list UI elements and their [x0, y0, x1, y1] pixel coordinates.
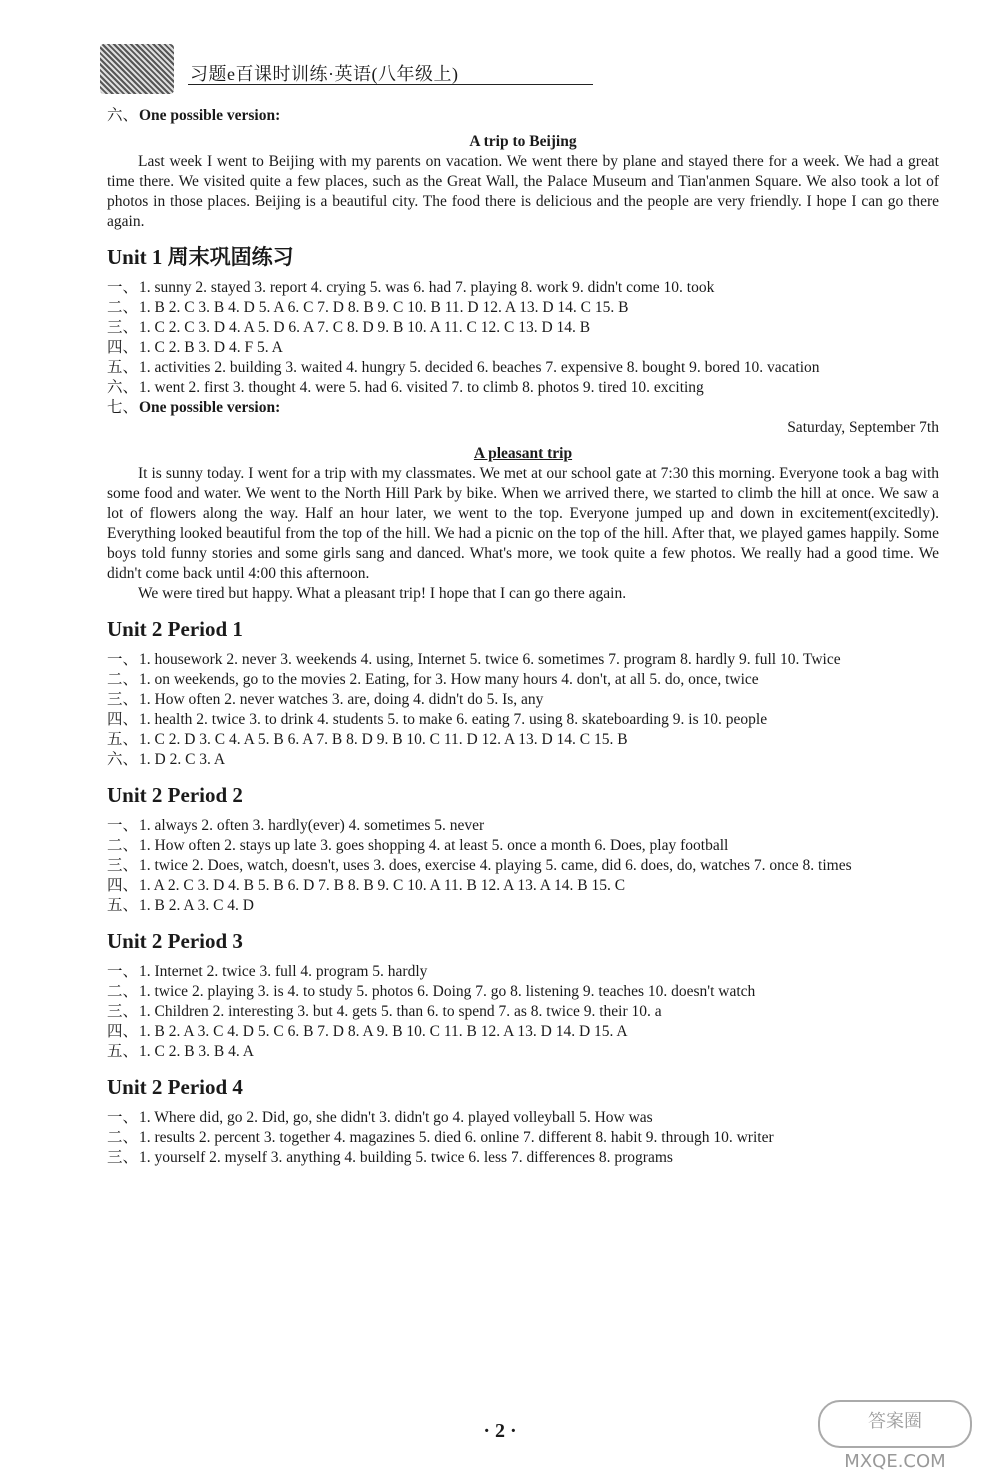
answer-row-text: 1. yourself 2. myself 3. anything 4. building 5. twice 6. less 7. differences 8. programs	[139, 1149, 673, 1166]
page-header	[100, 44, 495, 94]
essay-paragraph: It is sunny today. I went for a trip with my classmates. We met at our school gate at 7:30 this morning. Everyone took a bag with some food and water. We went to the North Hill Park by bike. When we arrived there, we started to climb the hill at once. We saw a lot of flowers along the way. Half an hour later, we went to the top. Everyone jumped up and down in excitement(excitedly). Everything looked beautiful from the top of the hill. We had a picnic on the top of the hill. After that, we played games happily. Some boys told funny stories and some girls sang and danced. What's more, we took quite a few photos. We really had a good time. We didn't come back until 4:00 this afternoon.	[107, 465, 939, 582]
answer-row-label: 五、	[107, 1043, 139, 1060]
answer-row	[107, 650, 939, 670]
answer-row-text: 1. sunny 2. stayed 3. report 4. crying 5. was 6. had 7. playing 8. work 9. didn't come 10. took	[139, 279, 715, 296]
answer-row-label: 二、	[107, 671, 139, 688]
section-title: One possible version:	[139, 107, 281, 124]
answer-row-label: 五、	[107, 731, 139, 748]
answer-row-text: 1. C 2. B 3. B 4. A	[139, 1043, 254, 1060]
answer-row-label: 一、	[107, 963, 139, 980]
essay-body	[107, 152, 939, 232]
answer-row-text: 1. How often 2. never watches 3. are, doing 4. didn't do 5. Is, any	[139, 691, 544, 708]
answer-row	[107, 278, 939, 298]
answer-row-label: 三、	[107, 857, 139, 874]
answer-row-label: 四、	[107, 1023, 139, 1040]
answer-row	[107, 876, 939, 896]
essay-title: A trip to Beijing	[469, 133, 577, 150]
answer-row-text: 1. activities 2. building 3. waited 4. hungry 5. decided 6. beaches 7. expensive 8. bought 9. bored 10. vacation	[139, 359, 820, 376]
answer-row	[107, 690, 939, 710]
book-logo-icon	[100, 44, 174, 94]
answer-row-label: 二、	[107, 837, 139, 854]
answer-row-label: 四、	[107, 877, 139, 894]
unit-heading: Unit 2 Period 2	[107, 783, 243, 807]
answer-row-text: 1. B 2. A 3. C 4. D	[139, 897, 254, 914]
answer-row	[107, 378, 939, 398]
answer-row-text: 1. Internet 2. twice 3. full 4. program 5. hardly	[139, 963, 428, 980]
answer-row-text: 1. twice 2. playing 3. is 4. to study 5. photos 6. Doing 7. go 8. listening 9. teaches 10. doesn't watch	[139, 983, 756, 1000]
watermark-logo: 答案圈 MXQE.COM	[818, 1400, 972, 1448]
answer-row-text: 1. went 2. first 3. thought 4. were 5. had 6. visited 7. to climb 8. photos 9. tired 10. exciting	[139, 379, 704, 396]
answer-row-text: 1. A 2. C 3. D 4. B 5. B 6. D 7. B 8. B 9. C 10. A 11. B 12. A 13. A 14. B 15. C	[139, 877, 626, 894]
answer-row-label: 一、	[107, 279, 139, 296]
answer-row	[107, 1148, 939, 1168]
answer-row-text: 1. B 2. A 3. C 4. D 5. C 6. B 7. D 8. A 9. B 10. C 11. B 12. A 13. D 14. D 15. A	[139, 1023, 628, 1040]
answer-row	[107, 1042, 939, 1062]
essay-title: A pleasant trip	[473, 445, 573, 462]
answer-row	[107, 962, 939, 982]
unit-heading: Unit 2 Period 1	[107, 617, 243, 641]
essay-date: Saturday, September 7th	[787, 419, 939, 436]
answer-row	[107, 298, 939, 318]
answer-row	[107, 1128, 939, 1148]
answer-row	[107, 1002, 939, 1022]
unit-heading: Unit 2 Period 4	[107, 1075, 243, 1099]
page-number: · 2 ·	[483, 1420, 517, 1442]
answer-row-text: 1. C 2. C 3. D 4. A 5. D 6. A 7. C 8. D 9. B 10. A 11. C 12. C 13. D 14. B	[139, 319, 591, 336]
answer-row-text: 1. C 2. B 3. D 4. F 5. A	[139, 339, 283, 356]
section-label: 七、	[107, 399, 139, 416]
header-rule	[188, 84, 593, 85]
answer-row	[107, 816, 939, 836]
answer-row-text: 1. Children 2. interesting 3. but 4. gets 5. than 6. to spend 7. as 8. twice 9. their 10. a	[139, 1003, 662, 1020]
essay-paragraph: Last week I went to Beijing with my parents on vacation. We went there by plane and stayed there for a week. We had a great time there. We visited quite a few places, such as the Great Wall, the Palace Museum and Tian'anmen Square. We also took a lot of photos in those places. Beijing is a beautiful city. The food there is delicious and the people are very friendly. I hope I can go there again.	[107, 153, 939, 230]
answer-row-text: 1. D 2. C 3. A	[139, 751, 226, 768]
answer-row-text: 1. housework 2. never 3. weekends 4. using, Internet 5. twice 6. sometimes 7. program 8. hardly 9. full 10. Twice	[139, 651, 841, 668]
answer-row	[107, 670, 939, 690]
unit-heading: Unit 1 周末巩固练习	[107, 245, 294, 269]
essay-paragraph: We were tired but happy. What a pleasant trip! I hope that I can go there again.	[138, 585, 627, 602]
answer-row-label: 一、	[107, 1109, 139, 1126]
answer-row-label: 二、	[107, 1129, 139, 1146]
answer-row-text: 1. twice 2. Does, watch, doesn't, uses 3. does, exercise 4. playing 5. came, did 6. does, do, watches 7. once 8. times	[139, 857, 852, 874]
unit-heading: Unit 2 Period 3	[107, 929, 243, 953]
answer-row	[107, 730, 939, 750]
answer-row-text: 1. Where did, go 2. Did, go, she didn't 3. didn't go 4. played volleyball 5. How was	[139, 1109, 653, 1126]
answer-row-text: 1. on weekends, go to the movies 2. Eating, for 3. How many hours 4. don't, at all 5. do, once, twice	[139, 671, 759, 688]
answer-row	[107, 896, 939, 916]
essay-body	[107, 464, 939, 604]
answer-row-text: 1. How often 2. stays up late 3. goes shopping 4. at least 5. once a month 6. Does, play football	[139, 837, 729, 854]
unit2-period4-rows	[107, 1108, 939, 1168]
answer-row-label: 二、	[107, 299, 139, 316]
answer-row-label: 一、	[107, 817, 139, 834]
answer-row	[107, 358, 939, 378]
answer-row-text: 1. B 2. C 3. B 4. D 5. A 6. C 7. D 8. B 9. C 10. B 11. D 12. A 13. D 14. C 15. B	[139, 299, 629, 316]
answer-row-label: 二、	[107, 983, 139, 1000]
answer-row	[107, 1022, 939, 1042]
answer-row-text: 1. always 2. often 3. hardly(ever) 4. sometimes 5. never	[139, 817, 485, 834]
unit2-period3-rows	[107, 962, 939, 1062]
answer-row-label: 一、	[107, 651, 139, 668]
answer-row	[107, 710, 939, 730]
answer-row-label: 六、	[107, 379, 139, 396]
answer-row-label: 六、	[107, 751, 139, 768]
answer-row-label: 四、	[107, 711, 139, 728]
top-section	[107, 106, 939, 232]
unit2-period2-rows	[107, 816, 939, 916]
answer-row	[107, 836, 939, 856]
section-label: 六、	[107, 107, 139, 124]
answer-row-label: 三、	[107, 691, 139, 708]
answer-row-label: 三、	[107, 1003, 139, 1020]
answer-row-label: 五、	[107, 359, 139, 376]
answer-row-label: 三、	[107, 1149, 139, 1166]
answer-row-text: 1. results 2. percent 3. together 4. magazines 5. died 6. online 7. different 8. habit 9. through 10. writer	[139, 1129, 774, 1146]
unit2-period1-rows	[107, 650, 939, 770]
answer-row-label: 四、	[107, 339, 139, 356]
unit1-rows	[107, 278, 939, 398]
header-title: 习题e百课时训练·英语(八年级上)	[190, 64, 459, 84]
answer-row	[107, 338, 939, 358]
answer-row	[107, 856, 939, 876]
answer-row-text: 1. C 2. D 3. C 4. A 5. B 6. A 7. B 8. D 9. B 10. C 11. D 12. A 13. D 14. C 15. B	[139, 731, 628, 748]
section-title: One possible version:	[139, 399, 281, 416]
answer-content	[107, 106, 939, 1168]
answer-row-label: 五、	[107, 897, 139, 914]
answer-row	[107, 1108, 939, 1128]
answer-row-label: 三、	[107, 319, 139, 336]
answer-row	[107, 750, 939, 770]
answer-row	[107, 982, 939, 1002]
answer-row-text: 1. health 2. twice 3. to drink 4. students 5. to make 6. eating 7. using 8. skateboarding 9. is 10. people	[139, 711, 768, 728]
answer-row	[107, 318, 939, 338]
